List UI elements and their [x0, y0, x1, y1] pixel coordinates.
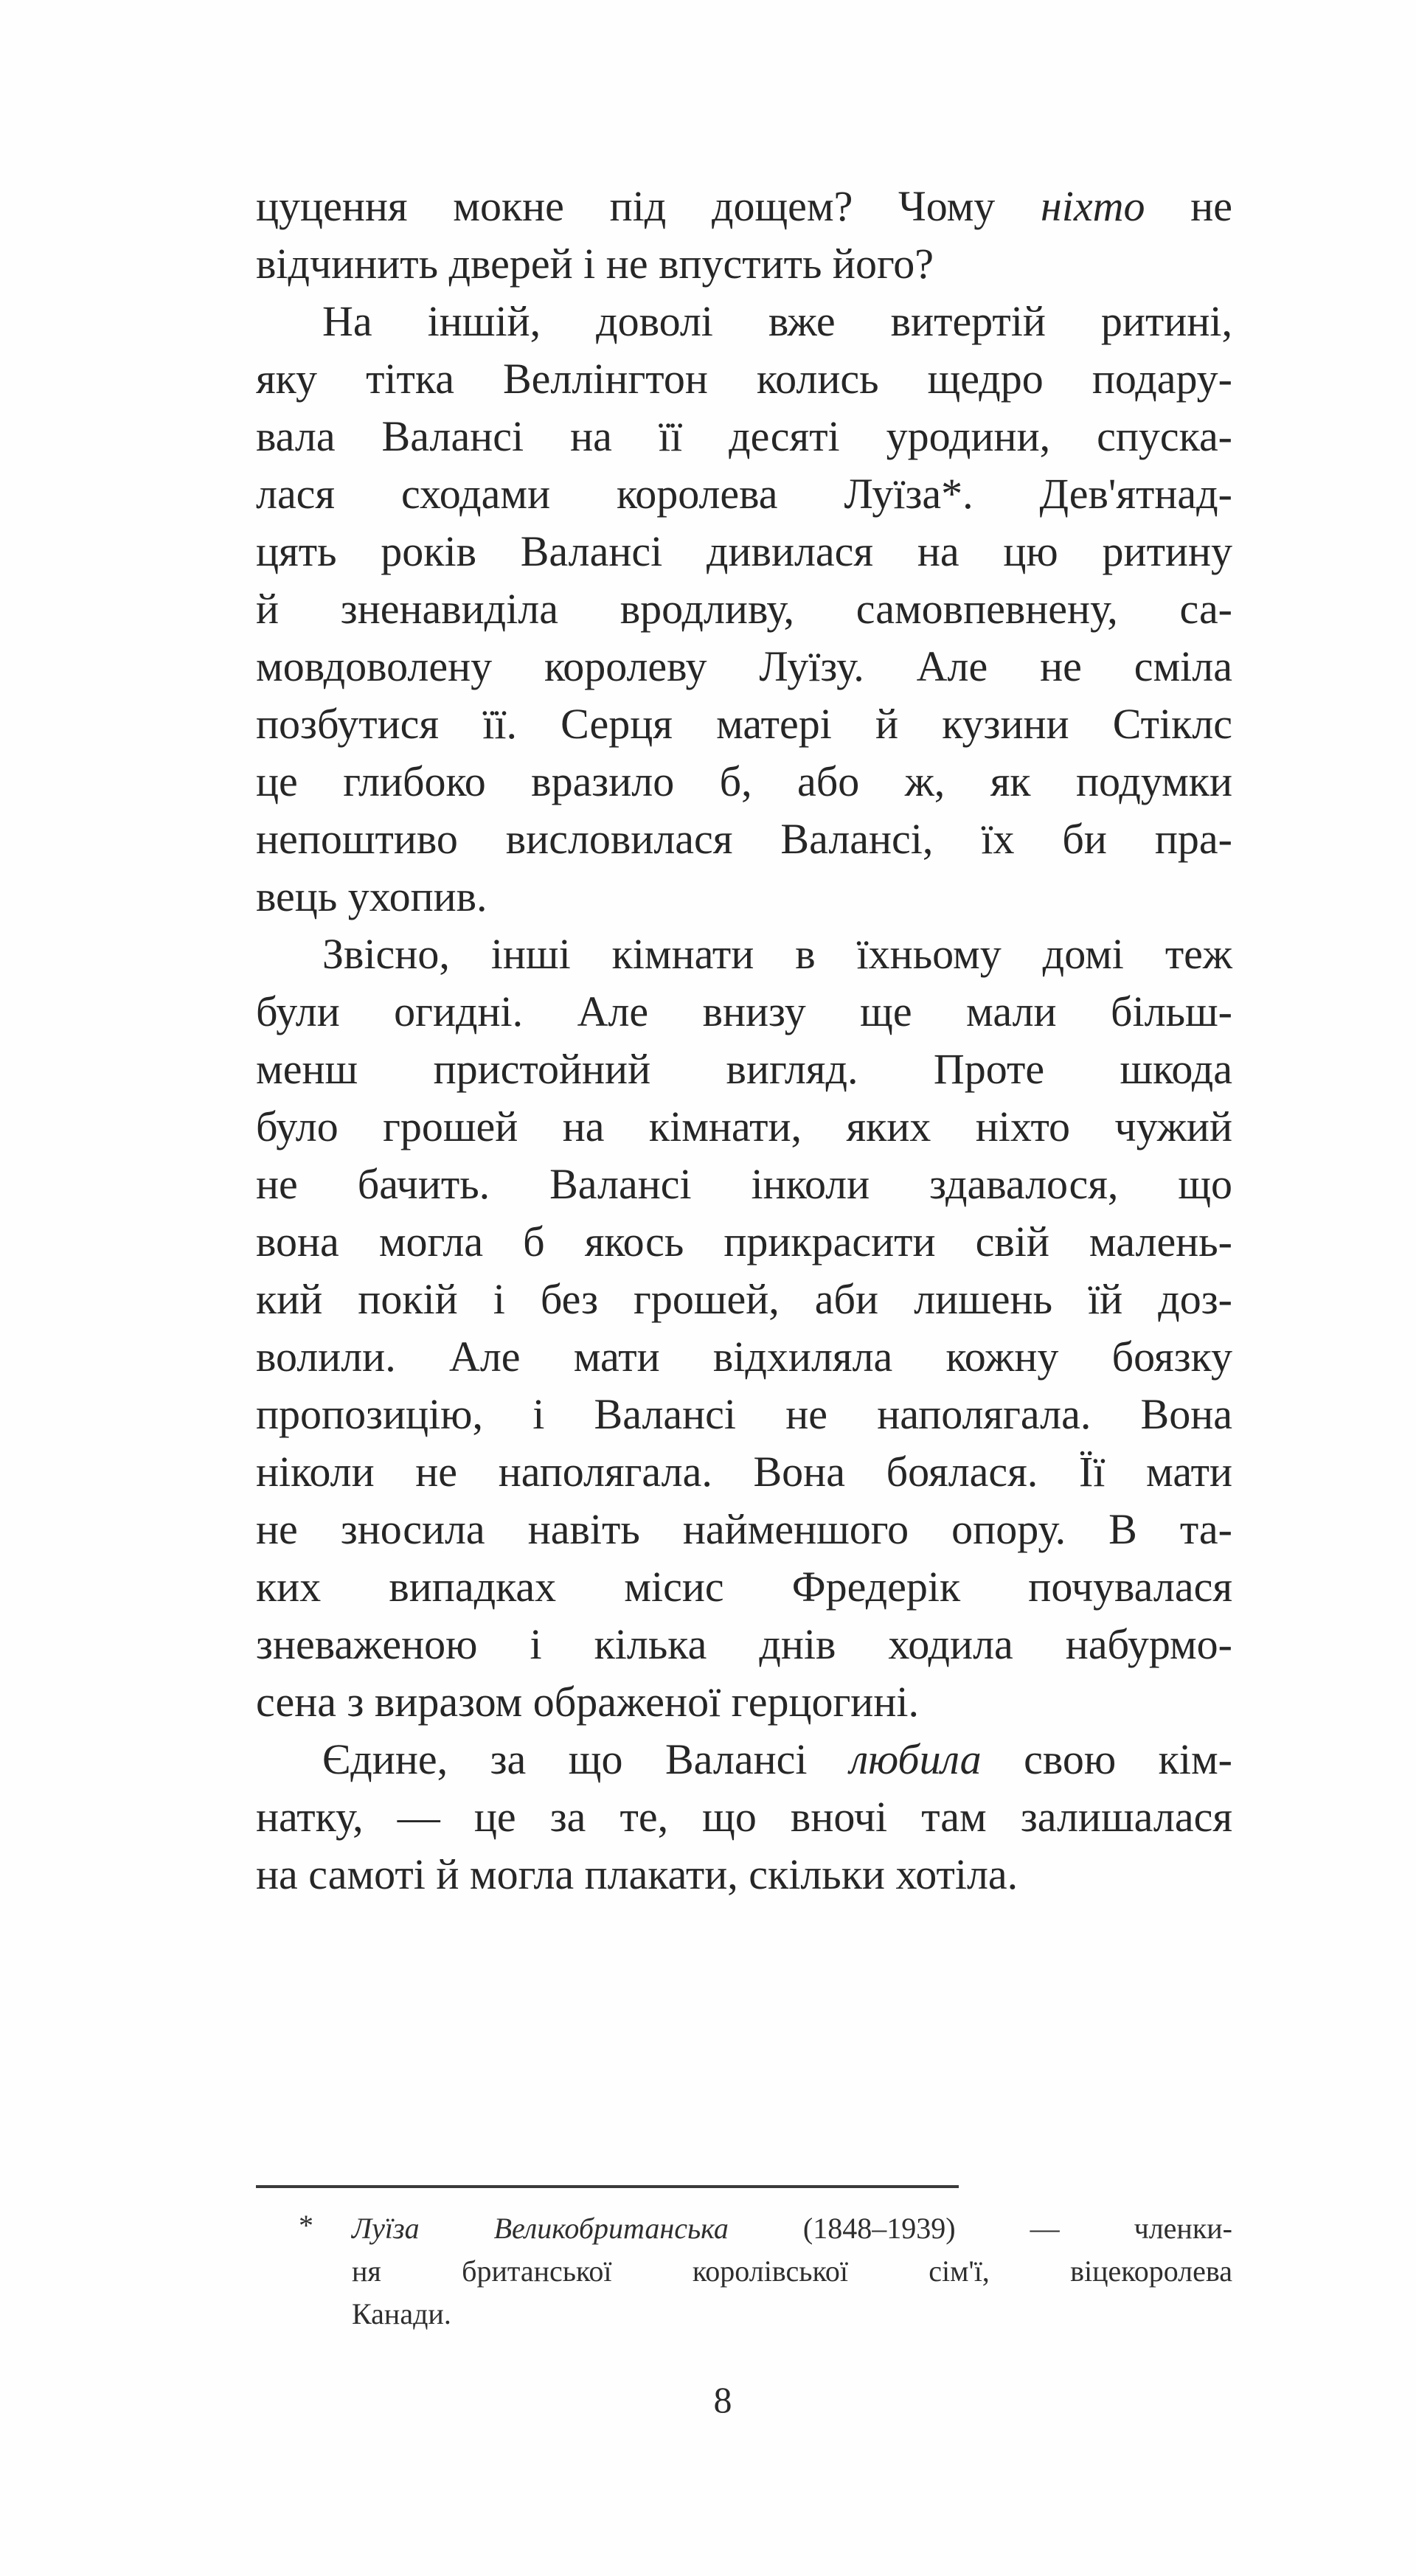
- text-segment: лася сходами королева Луїза*. Дев'ятнад-: [256, 470, 1232, 518]
- text-line: [256, 695, 1232, 753]
- text-line: [256, 1443, 1232, 1501]
- text-line: [256, 408, 1232, 465]
- text-segment: зневаженою і кілька днів ходила набурмо-: [256, 1620, 1232, 1668]
- text-segment: свою кім-: [981, 1735, 1232, 1783]
- text-line: [256, 753, 1232, 810]
- text-segment: ніколи не наполягала. Вона боялася. Її мати: [256, 1448, 1232, 1496]
- footnote-line: [352, 2250, 1232, 2293]
- text-segment: вала Валансі на її десяті уродини, спуска-: [256, 412, 1232, 460]
- text-line: [256, 868, 1232, 926]
- text-line: [256, 1788, 1232, 1846]
- text-line: [256, 1846, 1232, 1903]
- text-segment: не бачить. Валансі інколи здавалося, що: [256, 1160, 1232, 1208]
- paragraph: [256, 293, 1232, 926]
- footnote-divider: [256, 2185, 959, 2188]
- paragraph: [256, 1731, 1232, 1903]
- text-segment: натку, — це за те, що вночі там залишалася: [256, 1793, 1232, 1841]
- text-line: [256, 350, 1232, 408]
- text-line: [256, 1156, 1232, 1213]
- text-line: [256, 1616, 1232, 1673]
- paragraph: [256, 178, 1232, 293]
- text-segment: На іншій, доволі вже витертій ритині,: [322, 297, 1232, 345]
- footnote-line: [352, 2293, 1232, 2336]
- footnote-line: [352, 2207, 1232, 2250]
- text-line: [256, 810, 1232, 868]
- text-line: [256, 983, 1232, 1041]
- footnote: [299, 2207, 1232, 2336]
- text-segment: ня британської королівської сім'ї, віцекоролева: [352, 2254, 1232, 2288]
- text-segment: позбутися її. Серця матері й кузини Стіклс: [256, 700, 1232, 748]
- text-segment: відчинить дверей і не впустить його?: [256, 240, 934, 288]
- text-line: [256, 523, 1232, 580]
- text-segment: цуцення мокне під дощем? Чому: [256, 182, 1041, 230]
- text-line: [256, 1558, 1232, 1616]
- text-line: [256, 1673, 1232, 1731]
- text-line: [256, 1213, 1232, 1271]
- text-segment: не зносила навіть найменшого опору. В та-: [256, 1505, 1232, 1553]
- text-line: [256, 926, 1232, 983]
- text-line: [256, 293, 1232, 350]
- text-line: [256, 1386, 1232, 1443]
- italic-text: любила: [850, 1735, 982, 1783]
- text-line: [256, 178, 1232, 235]
- paragraph: [256, 926, 1232, 1731]
- text-segment: вець ухопив.: [256, 872, 487, 920]
- text-segment: було грошей на кімнати, яких ніхто чужий: [256, 1103, 1232, 1150]
- text-segment: Звісно, інші кімнати в їхньому домі теж: [322, 930, 1232, 978]
- text-line: [256, 1501, 1232, 1558]
- text-segment: були огидні. Але внизу ще мали більш-: [256, 987, 1232, 1035]
- text-segment: пропозицію, і Валансі не наполягала. Вона: [256, 1390, 1232, 1438]
- text-segment: яку тітка Веллінгтон колись щедро подару-: [256, 355, 1232, 403]
- text-line: [256, 235, 1232, 293]
- text-line: [256, 1098, 1232, 1156]
- text-line: [256, 1271, 1232, 1328]
- page-number: 8: [713, 2379, 732, 2420]
- text-segment: не: [1145, 182, 1232, 230]
- text-segment: ких випадках місис Фредерік почувалася: [256, 1563, 1232, 1611]
- italic-text: ніхто: [1040, 182, 1145, 230]
- text-segment: на самоті й могла плакати, скільки хотіла.: [256, 1850, 1018, 1898]
- text-segment: цять років Валансі дивилася на цю ритину: [256, 527, 1232, 575]
- text-line: [256, 580, 1232, 638]
- text-segment: й зненавиділа вродливу, самовпевнену, са-: [256, 585, 1232, 633]
- text-line: [256, 1328, 1232, 1386]
- text-segment: це глибоко вразило б, або ж, як подумки: [256, 757, 1232, 805]
- text-segment: кий покій і без грошей, аби лишень їй доз-: [256, 1275, 1232, 1323]
- text-segment: волили. Але мати відхиляла кожну боязку: [256, 1333, 1232, 1381]
- text-line: [256, 1731, 1232, 1788]
- text-segment: сена з виразом ображеної герцогині.: [256, 1678, 919, 1726]
- body-text: [256, 178, 1232, 1903]
- italic-text: Луїза Великобританська: [352, 2212, 729, 2245]
- text-segment: менш пристойний вигляд. Проте шкода: [256, 1045, 1232, 1093]
- footnote-mark: *: [299, 2209, 313, 2242]
- text-line: [256, 638, 1232, 695]
- text-segment: непоштиво висловилася Валансі, їх би пра-: [256, 815, 1232, 863]
- text-segment: Єдине, за що Валансі: [322, 1735, 850, 1783]
- text-segment: (1848–1939) — членки-: [728, 2212, 1232, 2245]
- text-line: [256, 1041, 1232, 1098]
- text-segment: Канади.: [352, 2297, 451, 2330]
- text-segment: мовдоволену королеву Луїзу. Але не сміла: [256, 642, 1232, 690]
- text-line: [256, 465, 1232, 523]
- text-segment: вона могла б якось прикрасити свій малень-: [256, 1218, 1232, 1266]
